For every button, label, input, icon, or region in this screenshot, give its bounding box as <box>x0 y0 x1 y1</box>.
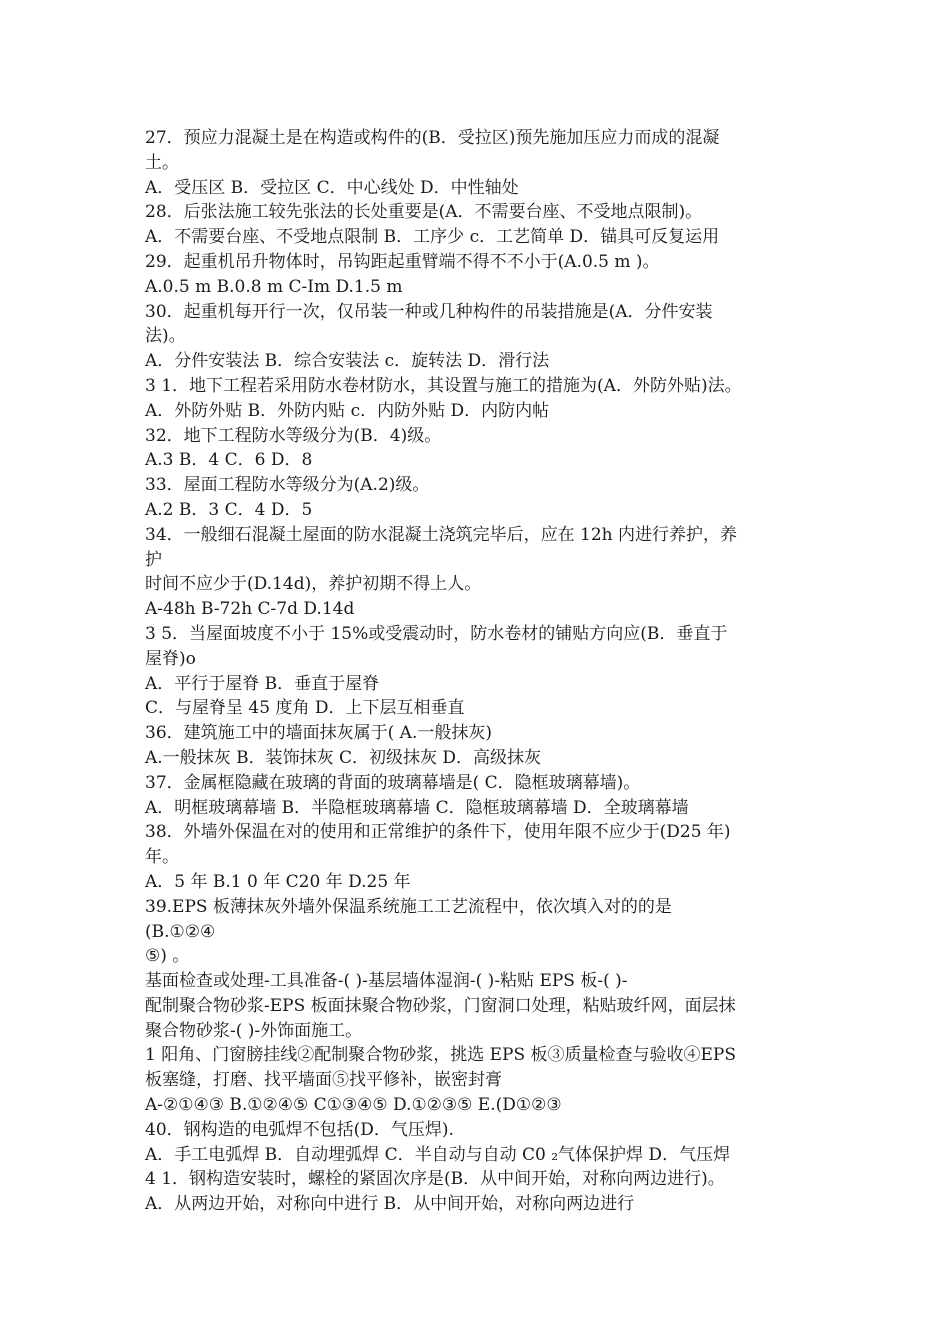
text-line: 法)。 <box>145 326 186 347</box>
text-line: 39.EPS 板薄抹灰外墙外保温系统施工工艺流程中，依次填入对的的是 <box>145 896 672 917</box>
text-line: A．受压区 B．受拉区 C．中心线处 D．中性轴处 <box>145 177 519 198</box>
text-line: 屋脊)o <box>145 648 196 669</box>
text-line: 30．起重机每开行一次，仅吊装一种或几种构件的吊装措施是(A．分件安装 <box>145 301 713 322</box>
text-line: 聚合物砂浆-( )-外饰面施工。 <box>145 1020 363 1041</box>
text-line: 28．后张法施工较先张法的长处重要是(A．不需要台座、不受地点限制)。 <box>145 202 703 223</box>
text-line: 36．建筑施工中的墙面抹灰属于( A.一般抹灰) <box>145 723 492 744</box>
text-line: A．不需要台座、不受地点限制 B．工序少 c．工艺简单 D．锚具可反复运用 <box>145 227 720 248</box>
text-line: 基面检查或处理-工具准备-( )-基层墙体湿润-( )-粘贴 EPS 板-( )- <box>145 971 628 992</box>
document-text <box>145 126 825 1217</box>
text-line: 33．屋面工程防水等级分为(A.2)级。 <box>145 475 430 496</box>
text-line: A．5 年 B.1 0 年 C20 年 D.25 年 <box>145 871 411 892</box>
text-line: 27．预应力混凝土是在构造或构件的(B．受拉区)预先施加压应力而成的混凝 <box>145 128 720 148</box>
text-line: A-48h B-72h C-7d D.14d <box>145 599 355 620</box>
text-line: A．平行于屋脊 B．垂直于屋脊 <box>145 673 380 694</box>
text-line: A.2 B．3 C．4 D．5 <box>145 499 313 520</box>
text-line: 1 阳角、门窗膀挂线②配制聚合物砂浆，挑选 EPS 板③质量检查与验收④EPS <box>145 1045 737 1066</box>
text-line: 4 1．钢构造安装时，螺栓的紧固次序是(B．从中间开始，对称向两边进行)。 <box>145 1169 725 1190</box>
text-line: 年。 <box>145 847 179 868</box>
text-line: 板塞缝，打磨、找平墙面⑤找平修补，嵌密封膏 <box>145 1070 502 1091</box>
text-line: A．分件安装法 B．综合安装法 c．旋转法 D．滑行法 <box>145 351 550 372</box>
text-line: A-②①④③ B.①②④⑤ C①③④⑤ D.①②③⑤ E.(D①②③ <box>145 1095 562 1116</box>
text-line: (B.①②④ <box>145 921 216 942</box>
text-line: 护 <box>145 549 162 570</box>
text-line: 32．地下工程防水等级分为(B．4)级。 <box>145 425 442 446</box>
text-line: A．从两边开始，对称向中进行 B．从中间开始，对称向两边进行 <box>145 1194 635 1215</box>
text-line: A．手工电弧焊 B．自动埋弧焊 C．半自动与自动 C0 ₂气体保护焊 D．气压焊 <box>145 1144 731 1165</box>
text-line: 40．钢构造的电弧焊不包括(D．气压焊). <box>145 1119 454 1140</box>
text-line: 土。 <box>145 152 179 173</box>
text-line: A.一般抹灰 B．装饰抹灰 C．初级抹灰 D．高级抹灰 <box>145 747 542 768</box>
text-line: ⑤) 。 <box>145 946 190 967</box>
text-line: 29．起重机吊升物体时，吊钩距起重臂端不得不不小于(A.0.5 m )。 <box>145 251 660 272</box>
text-line: 3 5．当屋面坡度不小于 15%或受震动时，防水卷材的铺贴方向应(B．垂直于 <box>145 623 728 644</box>
text-line: 3 1．地下工程若采用防水卷材防水，其设置与施工的措施为(A．外防外贴)法。 <box>145 375 742 396</box>
text-line: A．明框玻璃幕墙 B．半隐框玻璃幕墙 C．隐框玻璃幕墙 D．全玻璃幕墙 <box>145 797 689 818</box>
text-line: 时间不应少于(D.14d)，养护初期不得上人。 <box>145 574 482 595</box>
text-line: A．外防外贴 B．外防内贴 c．内防外贴 D．内防内帖 <box>145 400 550 421</box>
text-line: 38．外墙外保温在对的使用和正常维护的条件下，使用年限不应少于(D25 年) <box>145 822 731 843</box>
text-line: A.0.5 m B.0.8 m C-Im D.1.5 m <box>145 276 403 297</box>
text-line: C．与屋脊呈 45 度角 D．上下层互相垂直 <box>145 698 465 719</box>
text-line: 配制聚合物砂浆-EPS 板面抹聚合物砂浆，门窗洞口处理，粘贴玻纤网，面层抹 <box>145 995 736 1016</box>
text-line: A.3 B．4 C．6 D．8 <box>145 450 313 471</box>
text-line: 37．金属框隐藏在玻璃的背面的玻璃幕墙是( C．隐框玻璃幕墙)。 <box>145 772 641 793</box>
text-line: 34．一般细石混凝土屋面的防水混凝土浇筑完毕后，应在 12h 内进行养护，养 <box>145 524 738 545</box>
